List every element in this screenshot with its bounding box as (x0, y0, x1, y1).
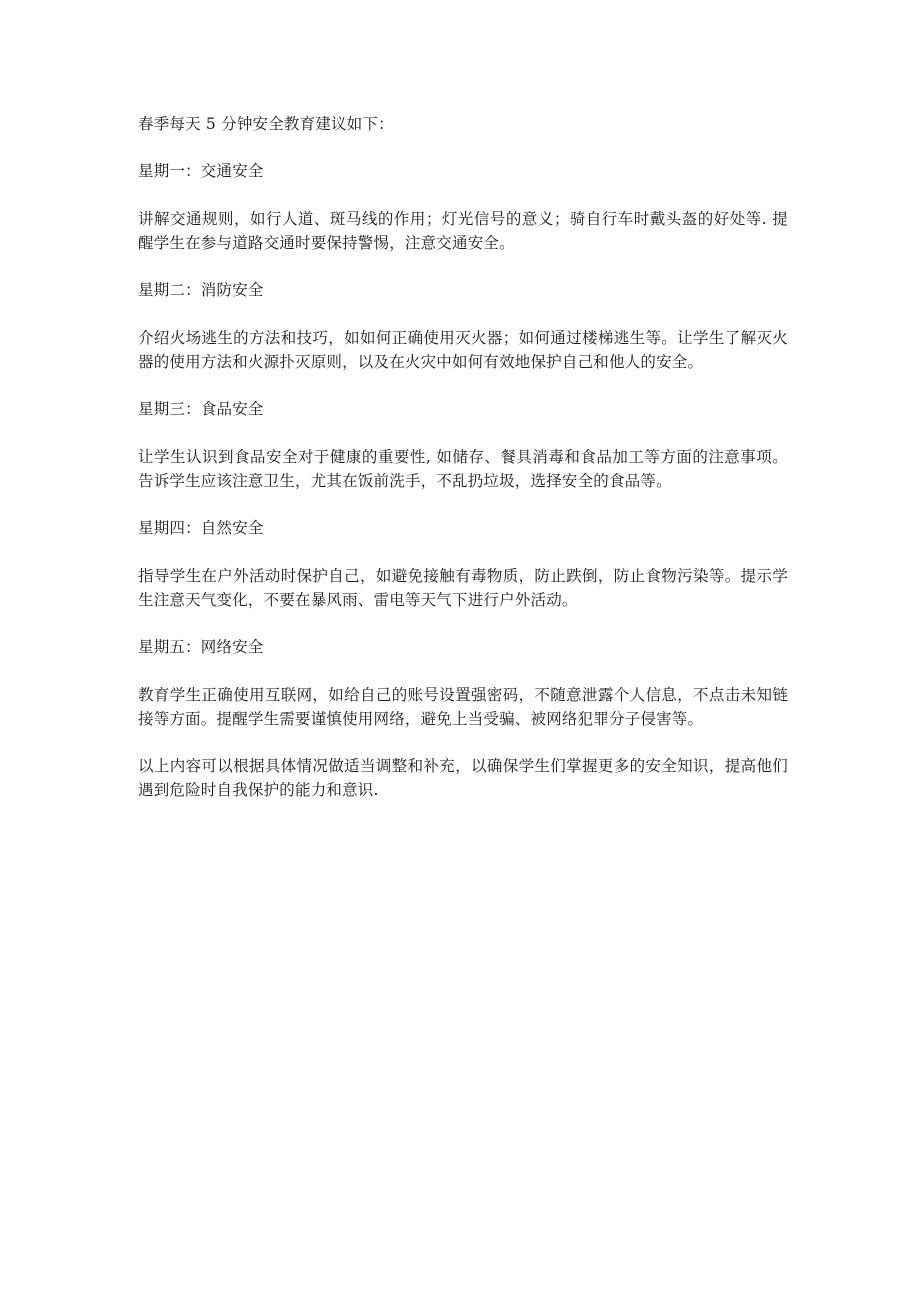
section-tuesday (138, 278, 788, 374)
section-thursday (138, 516, 788, 612)
section-heading: 星期四：自然安全 (138, 519, 264, 537)
section-heading: 星期二：消防安全 (138, 281, 264, 299)
section-body: 讲解交通规则，如行人道、斑马线的作用；灯光信号的意义；骑自行车时戴头盔的好处等. 提醒学生在参与道路交通时要保持警惕，注意交通安全。 (138, 210, 788, 252)
section-body: 介绍火场逃生的方法和技巧，如如何正确使用灭火器；如何通过楼梯逃生等。让学生了解灭火器的使用方法和火源扑灭原则，以及在火灾中如何有效地保护自己和他人的安全。 (138, 329, 788, 371)
section-body: 教育学生正确使用互联网，如给自己的账号设置强密码，不随意泄露个人信息，不点击未知链接等方面。提醒学生需要谨慎使用网络，避免上当受骗、被网络犯罪分子侵害等。 (138, 686, 788, 728)
section-heading: 星期五：网络安全 (138, 638, 264, 656)
section-friday (138, 635, 788, 731)
section-heading: 星期三：食品安全 (138, 400, 264, 418)
section-wednesday (138, 397, 788, 493)
document-body (138, 112, 788, 802)
section-monday (138, 159, 788, 255)
section-body: 让学生认识到食品安全对于健康的重要性, 如储存、餐具消毒和食品加工等方面的注意事项。告诉学生应该注意卫生，尤其在饭前洗手，不乱扔垃圾，选择安全的食品等。 (138, 448, 788, 490)
section-heading: 星期一：交通安全 (138, 162, 264, 180)
closing-paragraph: 以上内容可以根据具体情况做适当调整和补充，以确保学生们掌握更多的安全知识，提高他们遇到危险时自我保护的能力和意识. (138, 757, 788, 799)
section-body: 指导学生在户外活动时保护自己，如避免接触有毒物质，防止跌倒，防止食物污染等。提示学生注意天气变化，不要在暴风雨、雷电等天气下进行户外活动。 (138, 567, 788, 609)
intro-paragraph: 春季每天 5 分钟安全教育建议如下： (138, 115, 394, 133)
